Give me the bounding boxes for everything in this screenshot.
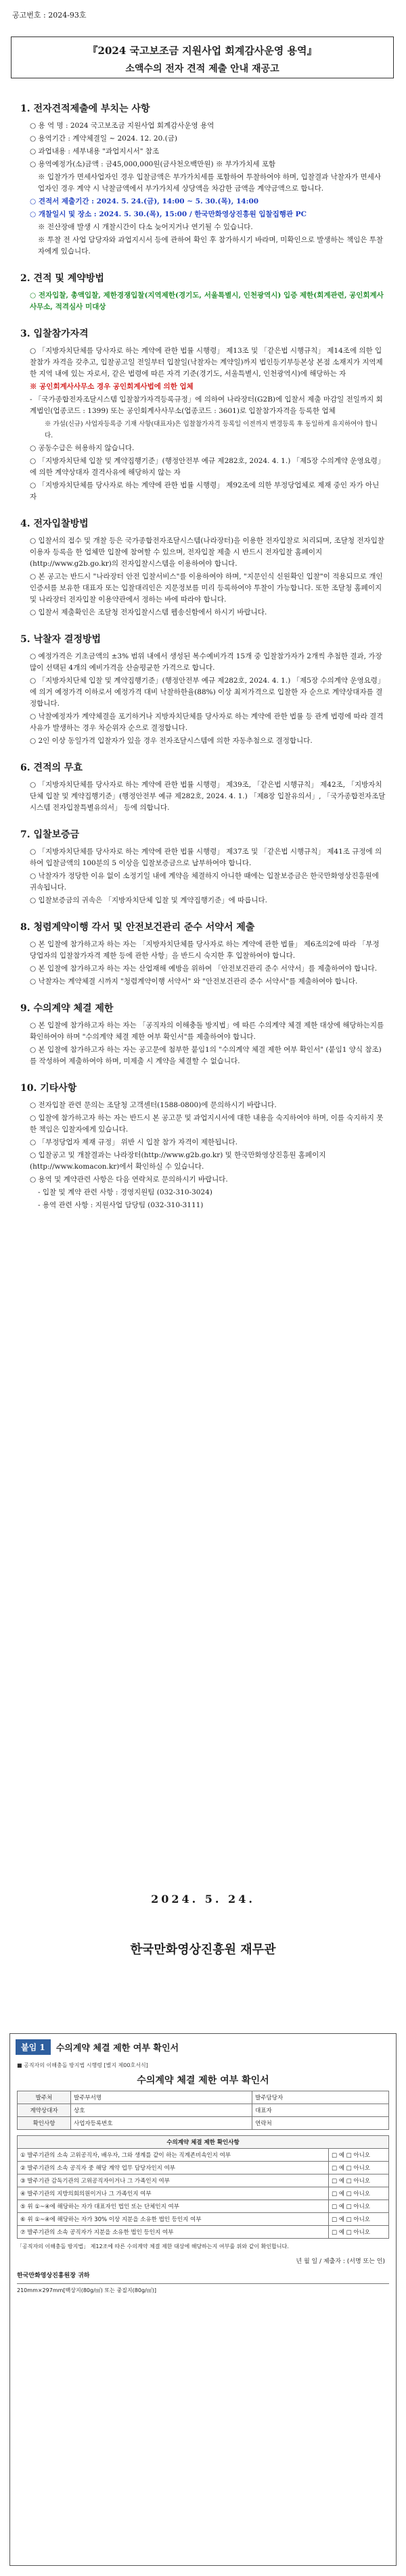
section-line: ○ 본 입찰에 참가하고자 하는 자는 「지방자치단체를 당사자로 하는 계약에 관한 법률」 제6조의2에 따라 「부정당업자의 입찰참가자격 제한 등에 관한 사항」을 반드시 숙지한 후 입찰하여야 합니다. <box>30 940 380 960</box>
check-question: ⑥ 위 ①~④에 해당하는 자가 30% 이상 지분을 소유한 법인 등인지 여부 <box>18 2213 329 2226</box>
section-line: - 「국가종합전자조달시스템 입찰참가자격등록규정」에 의하여 나라장터(G2B)에 입찰서 제출 마감일 전일까지 회계법인(업종코드 : 1399) 또는 공인회계사사무소(업종코드 : 3601)로 입찰참가자격을 등록한 업체 <box>30 395 383 415</box>
notice-title: 『2024 국고보조금 지원사업 회계감사운영 용역』 <box>87 45 317 57</box>
check-question: ④ 발주기관의 지방의회의원이거나 그 가족인지 여부 <box>18 2187 329 2200</box>
form-legal-note: ■ 공직자의 이해충돌 방지법 시행령 [별지 제00호서식] <box>17 2062 148 2068</box>
section-heading: 10. 기타사항 <box>20 1083 77 1094</box>
check-yes-no-checkbox[interactable]: □ 예 □ 아니오 <box>329 2226 389 2239</box>
section-line: ○ 「지방자치단체를 당사자로 하는 계약에 관한 법률 시행령」 제13조 및 「같은법 시행규칙」 제14조에 의한 입찰참가 자격을 갖추고, 입찰공고일 전일부터 입찰일(낙찰자는 계약일)까지 법인등기부등본상 본점 소재지가 지역제한 지역 내에 있는 자로서, 같은 법령에 따른 자격 기준(경기도, 서울특별시, 인천광역시)에 해당하는 자 <box>30 347 383 378</box>
attachment-title: 수의계약 체결 제한 여부 확인서 <box>55 2043 179 2053</box>
section-line: ※ 공인회계사사무소 경우 공인회계사법에 의한 업체 <box>30 383 194 391</box>
section-heading: 3. 입찰참가자격 <box>20 329 89 339</box>
section-line: ○ 용역기간 : 계약체결일 ~ 2024. 12. 20.(금) <box>30 135 177 143</box>
check-question: ③ 발주기관 감독기관의 고위공직자이거나 그 가족인지 여부 <box>18 2174 329 2187</box>
form-field-right[interactable]: 발주담당자 <box>252 2091 389 2104</box>
section-line: ○ 낙찰자가 정당한 이유 없이 소정기일 내에 계약을 체결하지 아니한 때에는 입찰보증금은 한국만화영상진흥원에 귀속됩니다. <box>30 872 379 892</box>
section-2 <box>20 271 386 313</box>
section-line: ○ 본 입찰에 참가하고자 하는 자는 「공직자의 이해충돌 방지법」에 따른 수의계약 체결 제한 대상에 해당하는지를 확인하여야 하며 "수의계약 체결 제한 여부 확인서"를 제출하여야 합니다. <box>30 1021 384 1041</box>
check-question: ⑦ 발주기관의 소속 공직자가 지분을 소유한 법인 등인지 여부 <box>18 2226 329 2239</box>
check-yes-no-checkbox[interactable]: □ 예 □ 아니오 <box>329 2213 389 2226</box>
check-row <box>18 2174 389 2187</box>
form-row-label: 확인사항 <box>18 2117 71 2130</box>
section-heading: 2. 견적 및 계약방법 <box>20 273 104 284</box>
section-line: ○ 견적서 제출기간 : 2024. 5. 24.(금), 14:00 ~ 5. 30.(목), 14:00 <box>30 197 259 205</box>
section-line: ○ 전자입찰 관련 문의는 조달청 고객센터(1588-0800)에 문의하시기 바랍니다. <box>30 1101 277 1109</box>
section-10 <box>20 1081 386 1211</box>
form-footnote: 「공직자의 이해충돌 방지법」 제12조에 따른 수의계약 체결 제한 대상에 해당하는지 여부를 위와 같이 확인합니다. <box>17 2243 289 2250</box>
check-yes-no-checkbox[interactable]: □ 예 □ 아니오 <box>329 2149 389 2162</box>
section-1 <box>20 101 386 258</box>
paper-spec: 210mm×297mm[백상지(80g/㎡) 또는 중질지(80g/㎡)] <box>17 2287 156 2293</box>
form-field-right[interactable]: 대표자 <box>252 2104 389 2117</box>
section-line: ○ 입찰서의 접수 및 개찰 등은 국가종합전자조달시스템(나라장터)을 이용한 전자입찰로 처리되며, 조달청 전자입찰 이용자 등록을 한 업체만 입찰에 참여할 수 있으며, 전자입찰 제출 시 반드시 전자입찰 홈페이지(http://www.g2b.go.kr)의 전자입찰시스템을 이용하여야 합니다. <box>30 537 384 568</box>
section-line: ○ 2인 이상 동일가격 입찰자가 있을 경우 전자조달시스템에 의한 자동추첨으로 결정합니다. <box>30 737 313 745</box>
form-field-left[interactable]: 발주부서명 <box>71 2091 252 2104</box>
section-3 <box>20 326 386 503</box>
form-info-row <box>18 2104 389 2117</box>
confirmation-form <box>17 2062 389 2294</box>
section-line: ○ 「지방자치단체를 당사자로 하는 계약에 관한 법률 시행령」 제92조에 의한 부정당업체로 제재 중인 자가 아닌 자 <box>30 481 380 501</box>
check-table-title: 수의계약 체결 제한 확인사항 <box>18 2136 389 2149</box>
attachment-header <box>10 2034 396 2055</box>
check-row <box>18 2162 389 2174</box>
section-heading: 5. 낙찰자 결정방법 <box>20 634 102 645</box>
section-line: ○ 낙찰예정자가 계약체결을 포기하거나 지방자치단체를 당사자로 하는 계약에 관한 법률 등 관계 법령에 따라 결격사유가 발생하는 경우 차순위자 순으로 결정합니다. <box>30 712 384 732</box>
section-heading: 8. 청렴계약이행 각서 및 안전보건관리 준수 서약서 제출 <box>20 922 255 933</box>
section-line: ○ 용역예정가(소)금액 : 금45,000,000원(금사천오백만원) ※ 부가가치세 포함 <box>30 160 276 168</box>
form-field-right[interactable]: 연락처 <box>252 2117 389 2130</box>
section-line: ○ 공동수급은 허용하지 않습니다. <box>30 444 135 452</box>
form-field-left[interactable]: 사업자등록번호 <box>71 2117 252 2130</box>
section-line: ※ 가설(신규) 사업자등록증 기재 사항(대표자)은 입찰참가자격 등록일 이전까지 변경등록 후 동일하게 유지하여야 합니다. <box>45 420 378 439</box>
section-9 <box>20 1001 386 1067</box>
attachment-form <box>9 2033 397 2566</box>
signature-line[interactable]: 년 월 일 / 제출자 : (서명 또는 인) <box>296 2258 385 2265</box>
section-line: - 입찰 및 계약 관련 사항 : 경영지원팀 (032-310-3024) <box>38 1188 212 1196</box>
section-heading: 7. 입찰보증금 <box>20 829 80 840</box>
notice-date: 2024. 5. 24. <box>151 1893 255 1905</box>
form-row-label: 계약상대자 <box>18 2104 71 2117</box>
section-line: ○ 입찰공고 및 개찰결과는 나라장터(http://www.g2b.go.kr) 및 한국만화영상진흥원 홈페이지(http://www.komacon.kr)에서 확인하실 수 있습니다. <box>30 1151 326 1171</box>
attachment-badge: 붙임 1 <box>16 2039 51 2055</box>
section-line: ※ 투찰 전 사업 담당자와 과업지시서 등에 관하여 확인 후 참가하시기 바라며, 미확인으로 발생하는 책임은 투찰자에게 있습니다. <box>38 236 384 256</box>
section-line: ○ 「부정당업자 제재 규정」 위반 시 입찰 참가 자격이 제한됩니다. <box>30 1138 238 1146</box>
section-line: ○ 전자입찰, 총액입찰, 제한경쟁입찰(지역제한(경기도, 서울특별시, 인천광역시) 입증 제한(회계관련, 공인회계사사무소, 적격심사 미대상 <box>30 291 384 311</box>
check-row <box>18 2213 389 2226</box>
section-heading: 9. 수의계약 체결 제한 <box>20 1003 114 1014</box>
notice-subtitle: 소액수의 전자 견적 제출 안내 재공고 <box>125 64 279 74</box>
check-question: ⑤ 위 ①~④에 해당하는 자가 대표자인 법인 또는 단체인지 여부 <box>18 2200 329 2213</box>
section-5 <box>20 632 386 747</box>
check-row <box>18 2149 389 2162</box>
section-line: ○ 입찰서 제출확인은 조달청 전자입찰시스템 웹송신함에서 하시기 바랍니다. <box>30 608 267 616</box>
section-8 <box>20 920 386 988</box>
section-line: ○ 입찰보증금의 귀속은 「지방자치단체 입찰 및 계약집행기준」에 따릅니다. <box>30 896 268 904</box>
check-question: ① 발주기관의 소속 고위공직자, 배우자, 그와 생계를 같이 하는 직계존비속인지 여부 <box>18 2149 329 2162</box>
notice-body <box>20 101 386 1225</box>
section-heading: 4. 전자입찰방법 <box>20 518 89 529</box>
form-title: 수의계약 체결 제한 여부 확인서 <box>137 2075 269 2086</box>
section-line: ○ 낙찰자는 계약체결 시까지 "청렴계약이행 서약서" 와 "안전보건관리 준수 서약서"를 제출하여야 합니다. <box>30 977 358 986</box>
section-line: ○ 본 입찰에 참가하고자 하는 자는 산업재해 예방을 위하여 「안전보건관리 준수 서약서」를 제출하여야 합니다. <box>30 965 378 973</box>
section-line: - 용역 관련 사항 : 지원사업 담당팀 (032-310-3111) <box>38 1201 204 1209</box>
section-line: ○ 입찰에 참가하고자 하는 자는 반드시 본 공고문 및 과업지시서에 대한 내용을 숙지하여야 하며, 이를 숙지하지 못한 책임은 입찰자에게 있습니다. <box>30 1114 384 1134</box>
section-line: ○ 「지방자치단체 입찰 및 계약집행기준」(행정안전부 예규 제282호, 2024. 4. 1.) 「제5장 수의계약 운영요령」에 의한 계약상대자 결격사유에 해당하지 않는 자 <box>30 457 385 477</box>
form-bottom-bar <box>17 2283 389 2294</box>
section-line: ○ 과업내용 : 세부내용 "과업지시서" 참조 <box>30 147 160 155</box>
section-line: ○ 본 공고는 반드시 "나라장터 안전 입찰서비스"를 이용하여야 하며, "지문인식 신원확인 입찰"이 적용되므로 개인인증서를 보유한 대표자 또는 입찰대리인은 지문정보를 미리 등록하여야 투찰이 가능합니다. 또한 조달청 홈페이지 및 나라장터 전자입찰 이용약관에서 정하는 바에 따라야 합니다. <box>30 573 383 604</box>
form-info-row <box>18 2117 389 2130</box>
section-line: ○ 개찰일시 및 장소 : 2024. 5. 30.(목), 15:00 / 한국만화영상진흥원 입찰집행관 PC <box>30 210 307 218</box>
section-line: ※ 전산장애 발생 시 개찰시간이 다소 늦어지거나 연기될 수 있습니다. <box>38 223 253 231</box>
section-line: ○ 용역 및 계약관련 사항은 다음 연락처로 문의하시기 바랍니다. <box>30 1175 228 1184</box>
section-line: ○ 「지방자치단체를 당사자로 하는 계약에 관한 법률 시행령」 제39조, 「같은법 시행규칙」 제42조, 「지방자치단체 입찰 및 계약집행기준」(행정안전부 예규 제282호, 2024. 4. 1.) 「제8장 입찰유의서」, 「국가종합전자조달시스템 전자입찰특별유의서」 등에 의합니다. <box>30 781 386 812</box>
form-info-row <box>18 2091 389 2104</box>
check-row <box>18 2187 389 2200</box>
section-line: ※ 입찰가가 면세사업자인 경우 입찰금액은 부가가치세를 포함하여 투찰하여야 하며, 입찰결과 낙찰자가 면세사업자인 경우 계약 시 낙찰금액에서 부가가치세 상당액을 차감한 금액을 계약금액으로 합니다. <box>38 173 381 193</box>
section-line: ○ 본 입찰에 참가하고자 하는 자는 공고문에 첨부한 붙임1의 "수의계약 체결 제한 여부 확인서" (붙임1 양식 참조)를 작성하여 제출하여야 하며, 미제출 시 계약을 체결할 수 없습니다. <box>30 1046 382 1065</box>
section-heading: 6. 견적의 무효 <box>20 762 83 773</box>
section-4 <box>20 516 386 618</box>
check-row <box>18 2226 389 2239</box>
section-heading: 1. 전자견적제출에 부치는 사항 <box>20 103 150 114</box>
form-check-table <box>17 2135 389 2239</box>
section-line: ○ 예정가격은 기초금액의 ±3% 범위 내에서 생성된 복수예비가격 15개 중 입찰참가자가 2개씩 추첨한 결과, 가장 많이 선택된 4개의 예비가격을 산술평균한 가격으로 합니다. <box>30 652 382 672</box>
check-question: ② 발주기관의 소속 공직자 중 해당 계약 업무 담당자인지 여부 <box>18 2162 329 2174</box>
check-yes-no-checkbox[interactable]: □ 예 □ 아니오 <box>329 2174 389 2187</box>
section-line: ○ 「지방자치단체를 당사자로 하는 계약에 관한 법률 시행령」 제37조 및 「같은법 시행규칙」 제41조 규정에 의하여 입찰금액의 100분의 5 이상을 입찰보증금으로 납부하여야 합니다. <box>30 848 382 867</box>
section-line: ○ 「지방자치단체 입찰 및 계약집행기준」(행정안전부 예규 제282호, 2024. 4. 1.) 「제5장 수의계약 운영요령」에 의거 예정가격 이하로서 예정가격 대비 낙찰하한율(88%) 이상 최저가격으로 입찰한 자 순으로 계약상대자를 결정합니다. <box>30 677 385 708</box>
recipient-line: 한국만화영상진흥원장 귀하 <box>17 2273 90 2279</box>
title-box <box>11 37 394 78</box>
issuing-organization: 한국만화영상진흥원 재무관 <box>130 1943 276 1957</box>
check-row <box>18 2200 389 2213</box>
form-field-left[interactable]: 상호 <box>71 2104 252 2117</box>
check-yes-no-checkbox[interactable]: □ 예 □ 아니오 <box>329 2187 389 2200</box>
section-6 <box>20 760 386 814</box>
check-yes-no-checkbox[interactable]: □ 예 □ 아니오 <box>329 2162 389 2174</box>
form-row-label: 발주처 <box>18 2091 71 2104</box>
section-line: ○ 용 역 명 : 2024 국고보조금 지원사업 회계감사운영 용역 <box>30 122 215 130</box>
check-yes-no-checkbox[interactable]: □ 예 □ 아니오 <box>329 2200 389 2213</box>
notice-number: 공고번호 : 2024-93호 <box>12 11 87 20</box>
form-info-table <box>17 2091 389 2130</box>
section-7 <box>20 827 386 906</box>
